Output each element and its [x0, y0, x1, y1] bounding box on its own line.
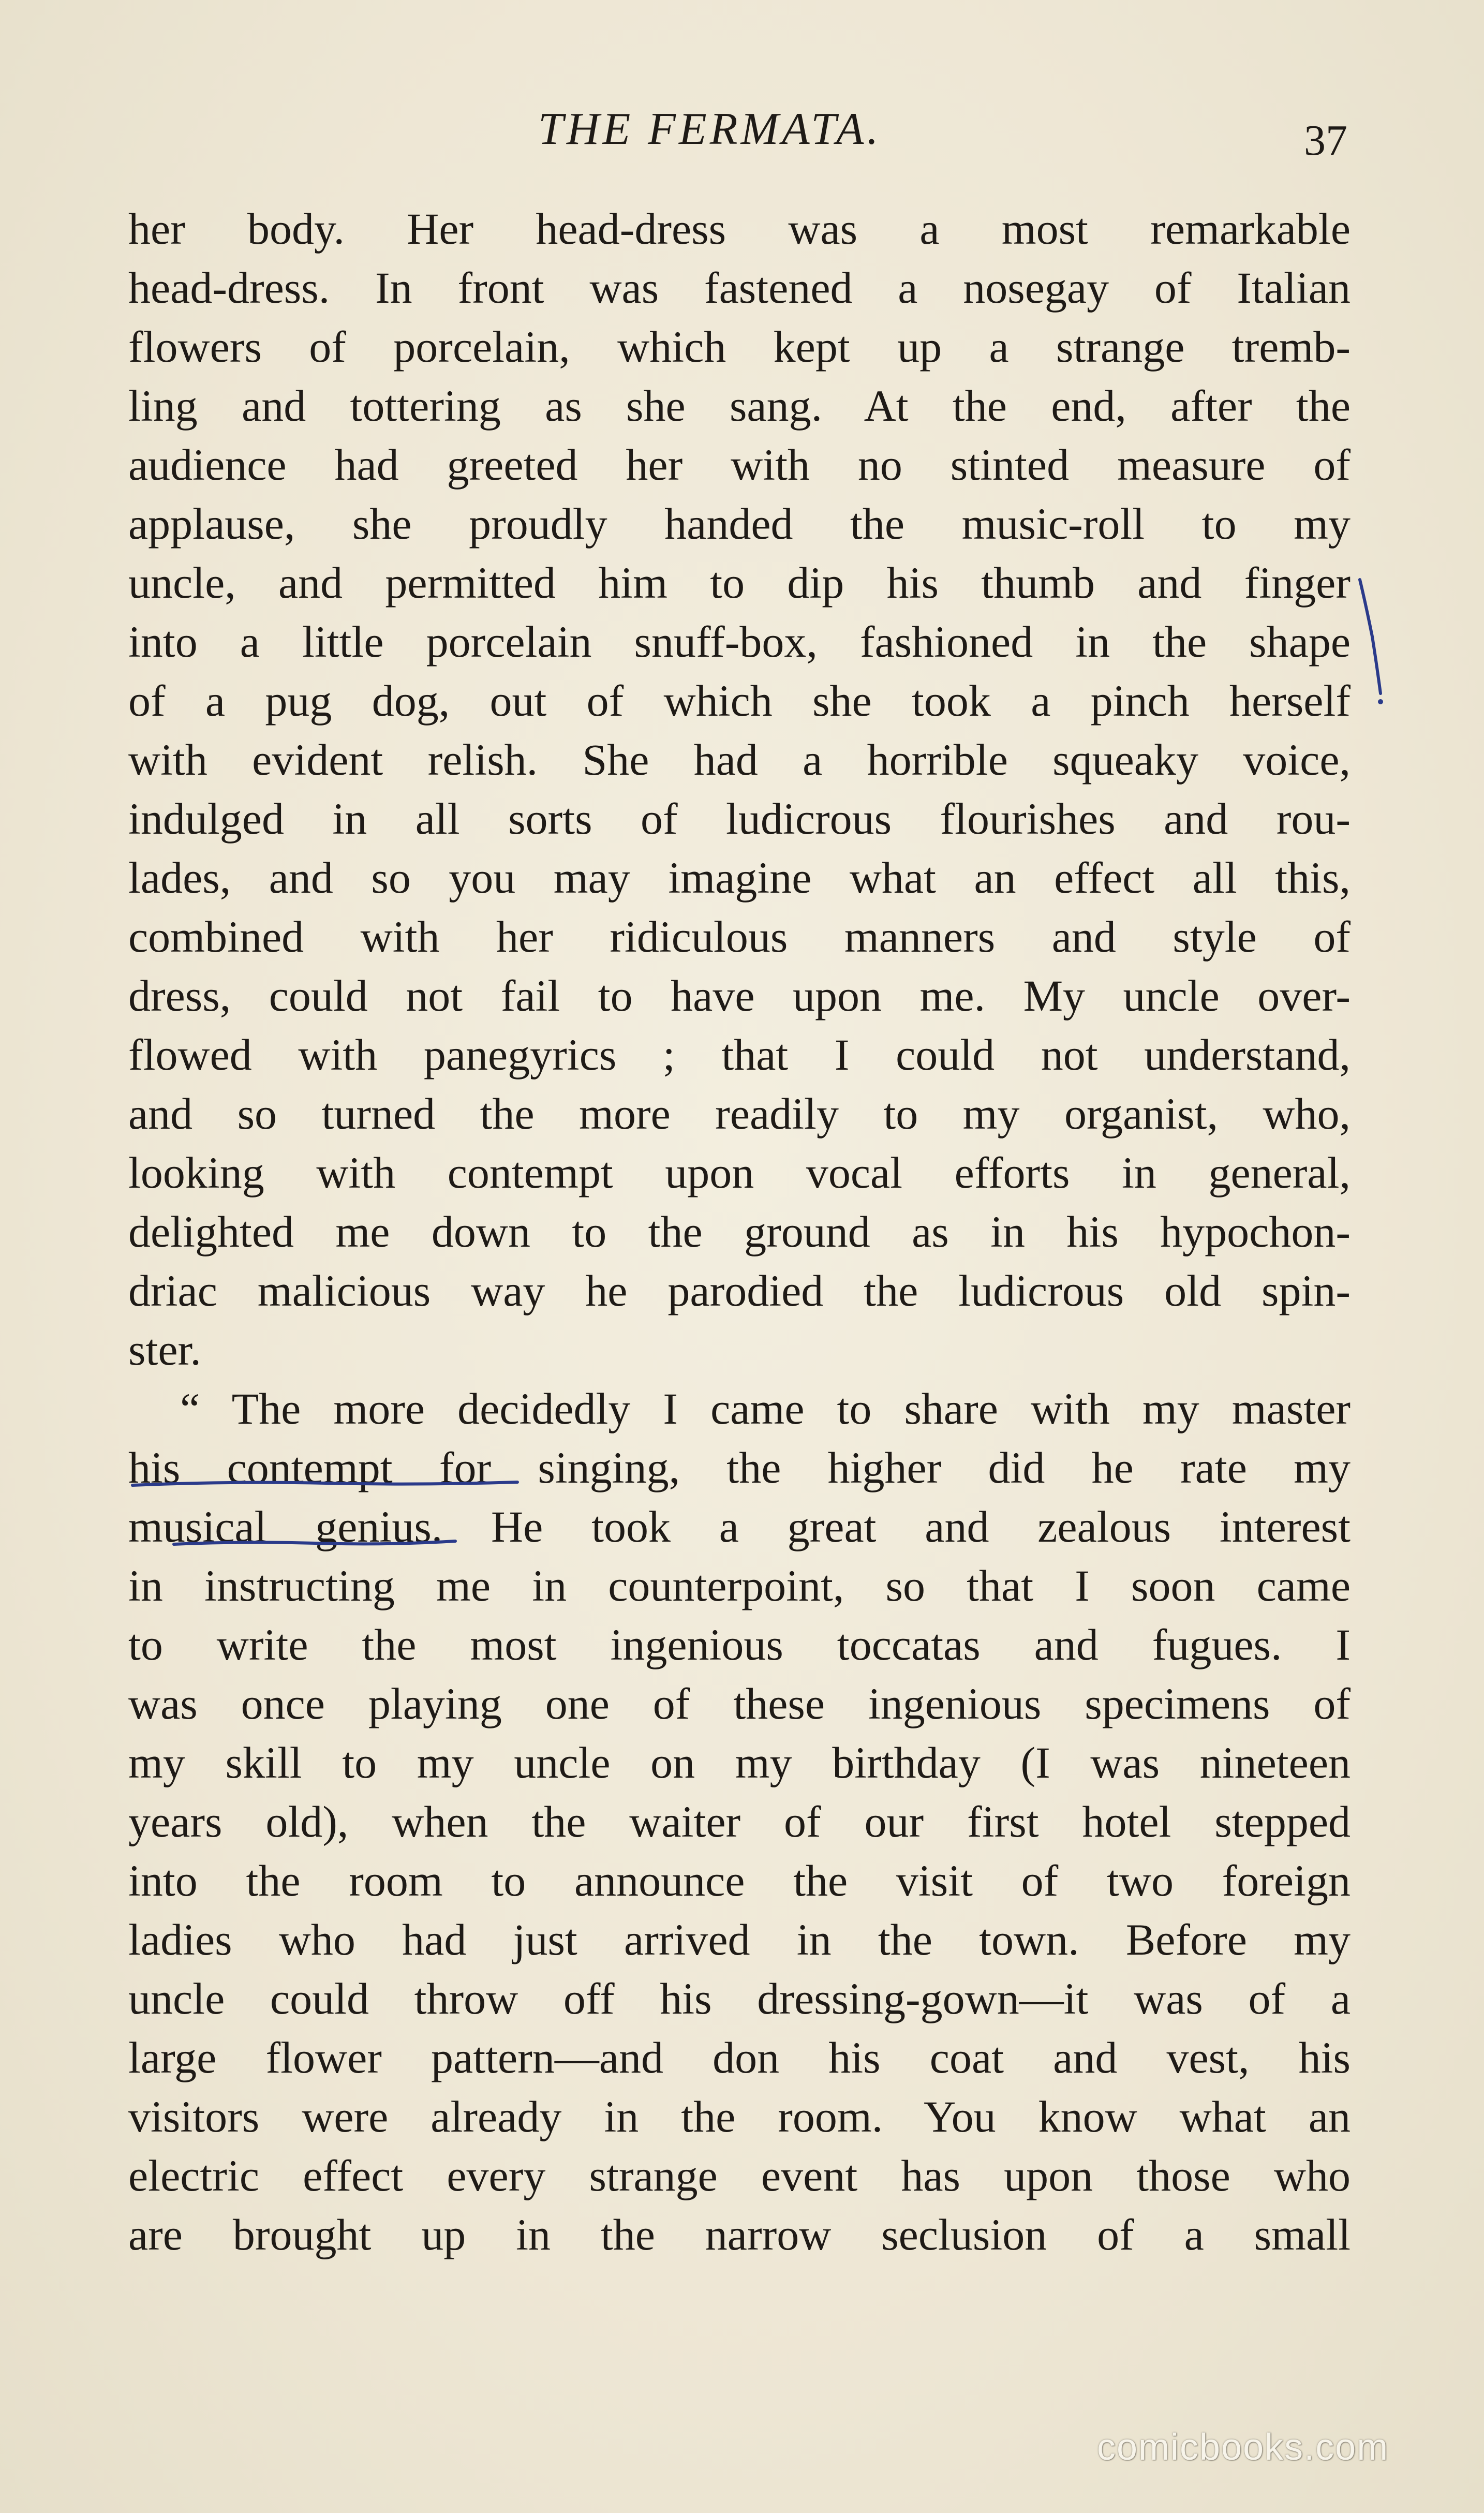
text-line: “ The more decidedly I came to share with my master: [180, 1384, 1351, 1433]
text-line: delighted me down to the ground as in his hypochon-: [128, 1207, 1351, 1256]
text-line: of a pug dog, out of which she took a pinch herself: [128, 676, 1351, 726]
text-line: dress, could not fail to have upon me. My uncle over-: [128, 971, 1351, 1021]
text-line: flowed with panegyrics ; that I could not understand,: [128, 1030, 1351, 1080]
text-line: flowers of porcelain, which kept up a strange tremb-: [128, 322, 1351, 372]
text-line: musical genius. He took a great and zealous interest: [128, 1502, 1351, 1551]
text-line: my skill to my uncle on my birthday (I was nineteen: [128, 1738, 1351, 1787]
text-line: visitors were already in the room. You know what an: [128, 2092, 1351, 2141]
text-line: and so turned the more readily to my organist, who,: [128, 1089, 1351, 1139]
text-line: to write the most ingenious toccatas and fugues. I: [128, 1620, 1351, 1669]
text-line: large flower pattern—and don his coat and vest, his: [128, 2033, 1351, 2082]
text-line: into a little porcelain snuff-box, fashioned in the shape: [128, 617, 1351, 667]
text-line: driac malicious way he parodied the ludicrous old spin-: [128, 1266, 1351, 1315]
text-line: combined with her ridiculous manners and style of: [128, 912, 1351, 962]
text-line: indulged in all sorts of ludicrous flourishes and rou-: [128, 794, 1351, 844]
text-line: was once playing one of these ingenious specimens of: [128, 1679, 1351, 1728]
text-line: electric effect every strange event has upon those who: [128, 2151, 1351, 2200]
text-line: lades, and so you may imagine what an effect all this,: [128, 853, 1351, 903]
text-line: years old), when the waiter of our first hotel stepped: [128, 1797, 1351, 1846]
text-line: uncle, and permitted him to dip his thumb and finger: [128, 558, 1351, 608]
text-line: into the room to announce the visit of two foreign: [128, 1856, 1351, 1905]
text-line: his contempt for singing, the higher did he rate my: [128, 1443, 1351, 1492]
text-line: ling and tottering as she sang. At the end, after the: [128, 381, 1351, 431]
text-line: looking with contempt upon vocal efforts in general,: [128, 1148, 1351, 1198]
watermark: comicbooks.com: [1097, 2427, 1389, 2468]
running-header: [0, 98, 1484, 165]
text-line: applause, she proudly handed the music-roll to my: [128, 499, 1351, 549]
text-line: uncle could throw off his dressing-gown—it was of a: [128, 1974, 1351, 2023]
text-line: with evident relish. She had a horrible squeaky voice,: [128, 735, 1351, 785]
text-line: her body. Her head-dress was a most remarkable: [128, 204, 1351, 254]
margin-pencil-mark: [1351, 574, 1392, 709]
text-line: ladies who had just arrived in the town. Before my: [128, 1915, 1351, 1964]
body-text: [128, 199, 1351, 2264]
text-line: ster.: [128, 1325, 201, 1374]
text-line: are brought up in the narrow seclusion of a small: [128, 2210, 1351, 2259]
text-line: audience had greeted her with no stinted measure of: [128, 440, 1351, 490]
running-title: THE FERMATA.: [538, 104, 882, 154]
text-line: head-dress. In front was fastened a nosegay of Italian: [128, 263, 1351, 313]
text-line: in instructing me in counterpoint, so that I soon came: [128, 1561, 1351, 1610]
page-number: 37: [1304, 116, 1347, 165]
